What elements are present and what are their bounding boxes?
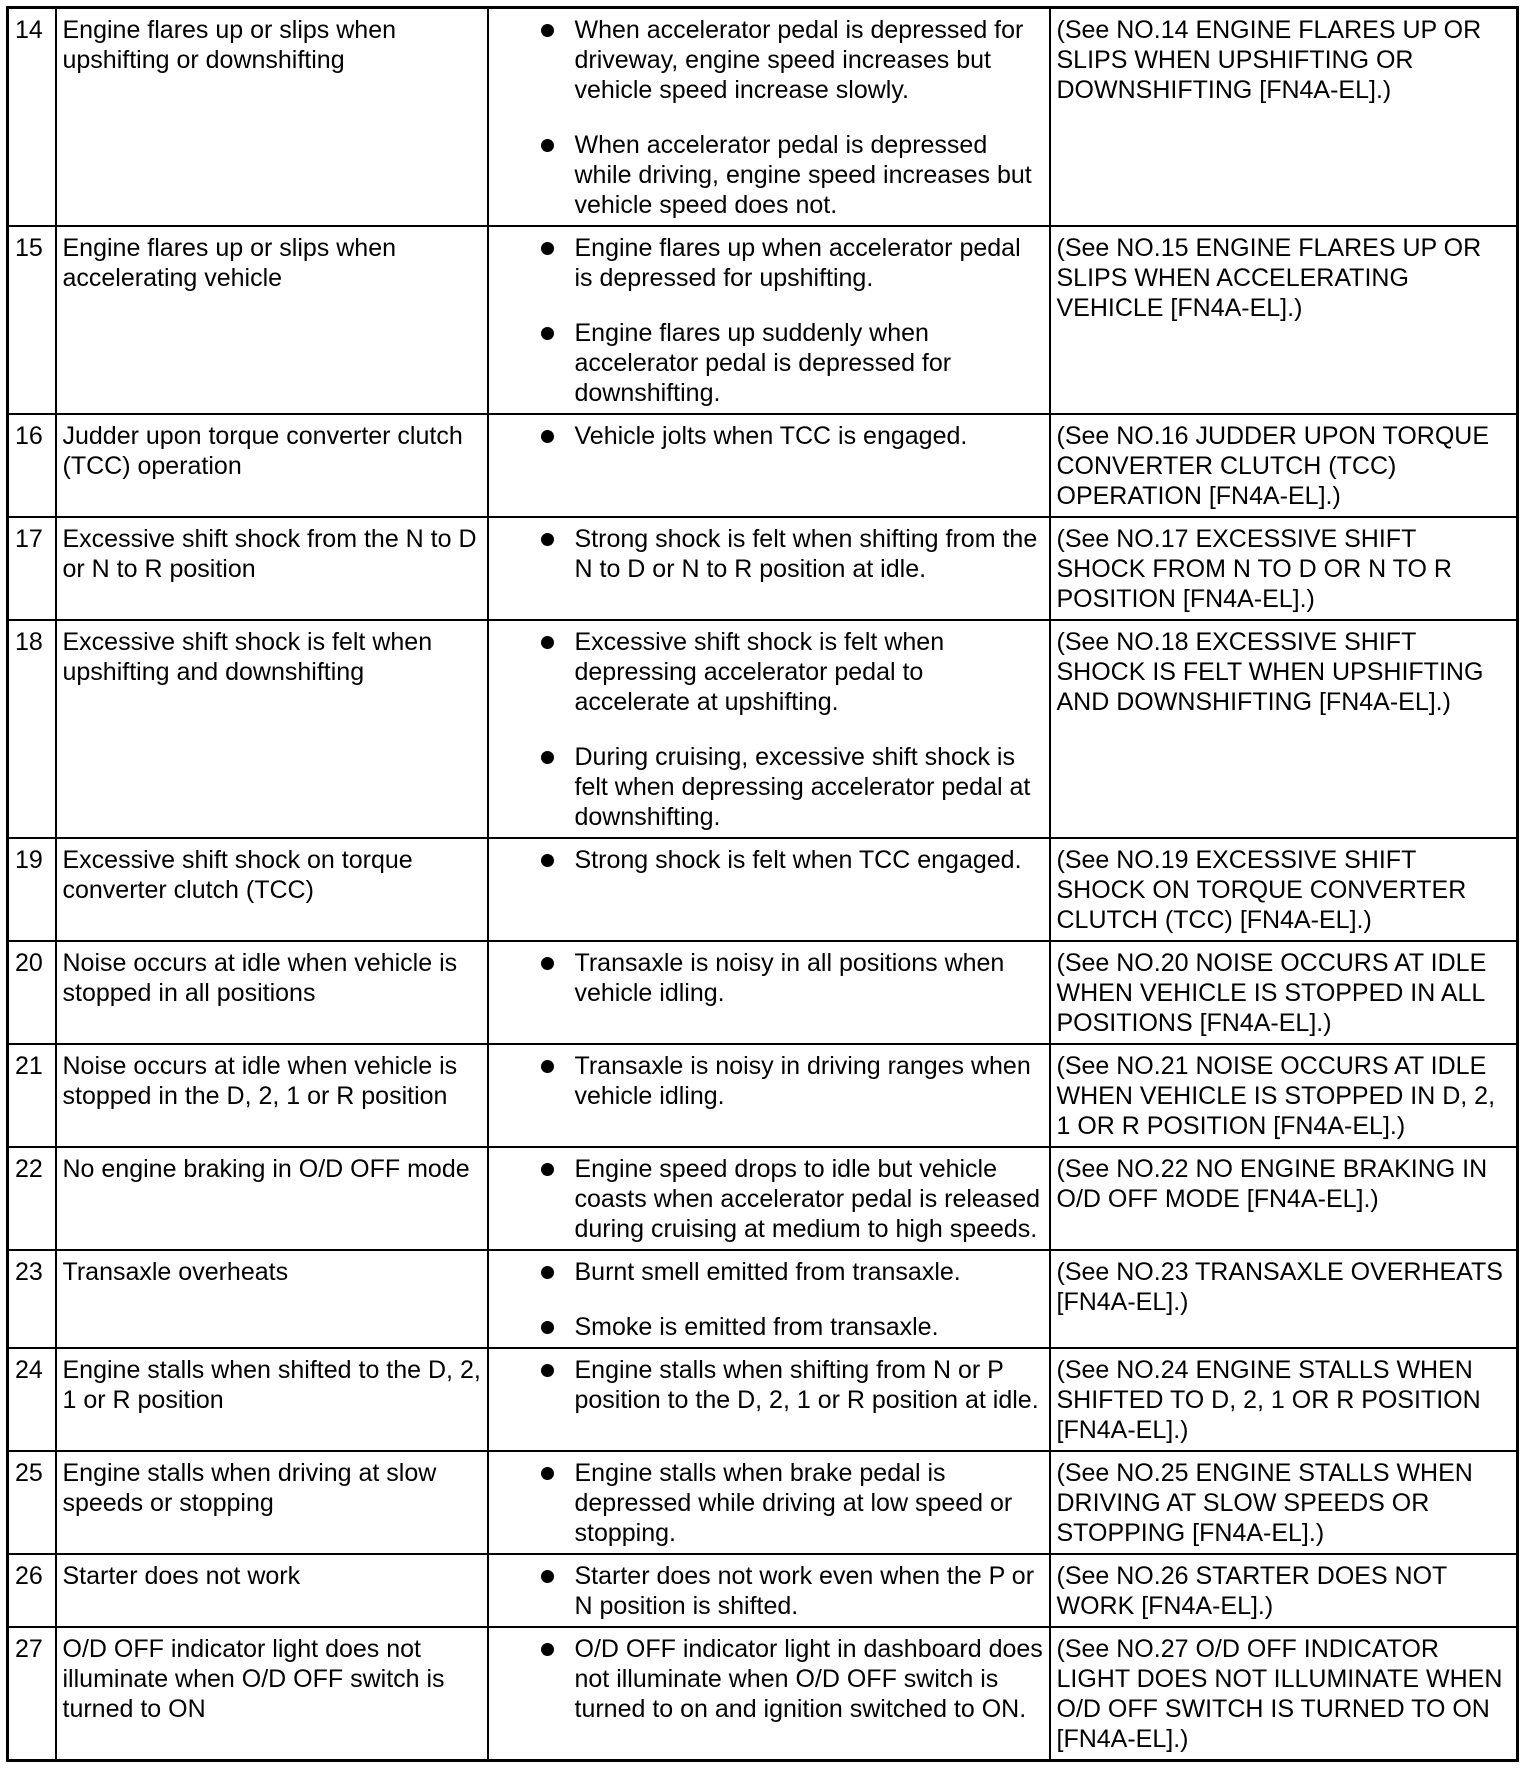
symptom-item — [495, 1257, 1044, 1287]
symptom-item — [495, 845, 1044, 875]
troubleshooting-item: Engine flares up or slips when accelerating vehicle — [56, 226, 488, 414]
symptom-cell — [488, 1250, 1050, 1348]
row-number: 19 — [8, 838, 56, 941]
symptom-text: Engine speed drops to idle but vehicle coasts when accelerator pedal is released during cruising at medium to high speeds. — [574, 1155, 1041, 1243]
bullet-icon — [541, 1266, 554, 1279]
reference-link-text: (See NO.23 TRANSAXLE OVERHEATS [FN4A-EL].) — [1050, 1250, 1518, 1348]
symptom-cell — [488, 838, 1050, 941]
symptom-list — [495, 1458, 1044, 1548]
table-row — [8, 1451, 1518, 1554]
bullet-icon — [541, 1570, 554, 1583]
symptom-text: Strong shock is felt when TCC engaged. — [574, 846, 1022, 874]
bullet-icon — [541, 957, 554, 970]
bullet-icon — [541, 1643, 554, 1656]
reference-link-text: (See NO.22 NO ENGINE BRAKING IN O/D OFF MODE [FN4A-EL].) — [1050, 1147, 1518, 1250]
symptom-list — [495, 233, 1044, 408]
symptom-cell — [488, 1348, 1050, 1451]
troubleshooting-item: Noise occurs at idle when vehicle is stopped in all positions — [56, 941, 488, 1044]
table-row — [8, 1348, 1518, 1451]
troubleshooting-item: Engine stalls when shifted to the D, 2, 1 or R position — [56, 1348, 488, 1451]
row-number: 21 — [8, 1044, 56, 1147]
symptom-list — [495, 1634, 1044, 1724]
table-row — [8, 1250, 1518, 1348]
bullet-icon — [541, 1060, 554, 1073]
troubleshooting-item: Noise occurs at idle when vehicle is stopped in the D, 2, 1 or R position — [56, 1044, 488, 1147]
symptom-item — [495, 1561, 1044, 1621]
symptom-item — [495, 1634, 1044, 1724]
row-number: 25 — [8, 1451, 56, 1554]
row-number: 27 — [8, 1627, 56, 1761]
symptom-list — [495, 1561, 1044, 1621]
row-number: 14 — [8, 8, 56, 227]
symptom-item — [495, 15, 1044, 105]
symptom-text: Engine stalls when brake pedal is depressed while driving at low speed or stopping. — [574, 1459, 1013, 1547]
troubleshooting-table — [6, 6, 1519, 1762]
symptom-cell — [488, 226, 1050, 414]
troubleshooting-item: No engine braking in O/D OFF mode — [56, 1147, 488, 1250]
row-number: 22 — [8, 1147, 56, 1250]
reference-link-text: (See NO.17 EXCESSIVE SHIFT SHOCK FROM N TO D OR N TO R POSITION [FN4A-EL].) — [1050, 517, 1518, 620]
symptom-item — [495, 130, 1044, 220]
symptom-list — [495, 948, 1044, 1008]
table-row — [8, 1147, 1518, 1250]
bullet-icon — [541, 242, 554, 255]
symptom-text: Starter does not work even when the P or N position is shifted. — [574, 1562, 1035, 1620]
symptom-list — [495, 845, 1044, 875]
table-row — [8, 226, 1518, 414]
symptom-cell — [488, 8, 1050, 227]
symptom-item — [495, 1458, 1044, 1548]
table-row — [8, 8, 1518, 227]
bullet-icon — [541, 751, 554, 764]
symptom-item — [495, 524, 1044, 584]
symptom-item — [495, 1355, 1044, 1415]
row-number: 16 — [8, 414, 56, 517]
symptom-cell — [488, 1044, 1050, 1147]
reference-link-text: (See NO.24 ENGINE STALLS WHEN SHIFTED TO D, 2, 1 OR R POSITION [FN4A-EL].) — [1050, 1348, 1518, 1451]
symptom-list — [495, 1355, 1044, 1415]
symptom-text: Transaxle is noisy in all positions when vehicle idling. — [574, 949, 1005, 1007]
row-number: 26 — [8, 1554, 56, 1627]
symptom-item — [495, 742, 1044, 832]
reference-link-text: (See NO.26 STARTER DOES NOT WORK [FN4A-EL].) — [1050, 1554, 1518, 1627]
troubleshooting-item: Transaxle overheats — [56, 1250, 488, 1348]
symptom-item — [495, 233, 1044, 293]
reference-link-text: (See NO.20 NOISE OCCURS AT IDLE WHEN VEHICLE IS STOPPED IN ALL POSITIONS [FN4A-EL].) — [1050, 941, 1518, 1044]
symptom-cell — [488, 620, 1050, 838]
reference-link-text: (See NO.19 EXCESSIVE SHIFT SHOCK ON TORQUE CONVERTER CLUTCH (TCC) [FN4A-EL].) — [1050, 838, 1518, 941]
reference-link-text: (See NO.16 JUDDER UPON TORQUE CONVERTER CLUTCH (TCC) OPERATION [FN4A-EL].) — [1050, 414, 1518, 517]
bullet-icon — [541, 854, 554, 867]
symptom-text: Engine flares up suddenly when accelerator pedal is depressed for downshifting. — [574, 319, 952, 407]
reference-link-text: (See NO.18 EXCESSIVE SHIFT SHOCK IS FELT WHEN UPSHIFTING AND DOWNSHIFTING [FN4A-EL].) — [1050, 620, 1518, 838]
row-number: 24 — [8, 1348, 56, 1451]
table-row — [8, 838, 1518, 941]
reference-link-text: (See NO.27 O/D OFF INDICATOR LIGHT DOES NOT ILLUMINATE WHEN O/D OFF SWITCH IS TURNED TO ON [FN4A-EL].) — [1050, 1627, 1518, 1761]
row-number: 15 — [8, 226, 56, 414]
symptom-text: When accelerator pedal is depressed while driving, engine speed increases but vehicle speed does not. — [574, 131, 1032, 219]
bullet-icon — [541, 139, 554, 152]
troubleshooting-item: Excessive shift shock on torque converter clutch (TCC) — [56, 838, 488, 941]
symptom-text: Smoke is emitted from transaxle. — [574, 1313, 939, 1341]
symptom-list — [495, 1154, 1044, 1244]
reference-link-text: (See NO.25 ENGINE STALLS WHEN DRIVING AT SLOW SPEEDS OR STOPPING [FN4A-EL].) — [1050, 1451, 1518, 1554]
bullet-icon — [541, 1163, 554, 1176]
symptom-text: Burnt smell emitted from transaxle. — [574, 1258, 961, 1286]
bullet-icon — [541, 1321, 554, 1334]
reference-link-text: (See NO.14 ENGINE FLARES UP OR SLIPS WHEN UPSHIFTING OR DOWNSHIFTING [FN4A-EL].) — [1050, 8, 1518, 227]
troubleshooting-item: Excessive shift shock is felt when upshifting and downshifting — [56, 620, 488, 838]
reference-link-text: (See NO.15 ENGINE FLARES UP OR SLIPS WHEN ACCELERATING VEHICLE [FN4A-EL].) — [1050, 226, 1518, 414]
row-number: 23 — [8, 1250, 56, 1348]
symptom-item — [495, 1051, 1044, 1111]
symptom-list — [495, 1257, 1044, 1342]
symptom-text: During cruising, excessive shift shock is felt when depressing accelerator pedal at downshifting. — [574, 743, 1031, 831]
symptom-item — [495, 627, 1044, 717]
symptom-cell — [488, 1451, 1050, 1554]
row-number: 18 — [8, 620, 56, 838]
row-number: 17 — [8, 517, 56, 620]
table-row — [8, 1044, 1518, 1147]
symptom-item — [495, 1312, 1044, 1342]
symptom-item — [495, 318, 1044, 408]
bullet-icon — [541, 430, 554, 443]
bullet-icon — [541, 1364, 554, 1377]
table-row — [8, 414, 1518, 517]
symptom-list — [495, 15, 1044, 220]
symptom-text: Vehicle jolts when TCC is engaged. — [574, 422, 968, 450]
symptom-cell — [488, 1147, 1050, 1250]
symptom-text: Excessive shift shock is felt when depressing accelerator pedal to accelerate at upshifting. — [574, 628, 945, 716]
troubleshooting-item: Starter does not work — [56, 1554, 488, 1627]
bullet-icon — [541, 636, 554, 649]
symptom-cell — [488, 414, 1050, 517]
symptom-text: Transaxle is noisy in driving ranges when vehicle idling. — [574, 1052, 1031, 1110]
symptom-cell — [488, 1627, 1050, 1761]
bullet-icon — [541, 327, 554, 340]
symptom-list — [495, 627, 1044, 832]
bullet-icon — [541, 533, 554, 546]
table-row — [8, 1554, 1518, 1627]
symptom-text: Engine flares up when accelerator pedal is depressed for upshifting. — [574, 234, 1021, 292]
troubleshooting-item: Excessive shift shock from the N to D or N to R position — [56, 517, 488, 620]
symptom-text: Strong shock is felt when shifting from the N to D or N to R position at idle. — [574, 525, 1038, 583]
bullet-icon — [541, 24, 554, 37]
row-number: 20 — [8, 941, 56, 1044]
symptom-cell — [488, 517, 1050, 620]
symptom-text: Engine stalls when shifting from N or P position to the D, 2, 1 or R position at idle. — [574, 1356, 1039, 1414]
table-row — [8, 620, 1518, 838]
table-row — [8, 941, 1518, 1044]
reference-link-text: (See NO.21 NOISE OCCURS AT IDLE WHEN VEHICLE IS STOPPED IN D, 2, 1 OR R POSITION [FN4A-EL].) — [1050, 1044, 1518, 1147]
symptom-text: When accelerator pedal is depressed for driveway, engine speed increases but vehicle speed increase slowly. — [574, 16, 1024, 104]
table-row — [8, 517, 1518, 620]
symptom-item — [495, 1154, 1044, 1244]
troubleshooting-item: Judder upon torque converter clutch (TCC) operation — [56, 414, 488, 517]
troubleshooting-item: Engine stalls when driving at slow speeds or stopping — [56, 1451, 488, 1554]
table-body — [8, 8, 1518, 1761]
symptom-list — [495, 421, 1044, 451]
troubleshooting-item: Engine flares up or slips when upshifting or downshifting — [56, 8, 488, 227]
symptom-text: O/D OFF indicator light in dashboard does not illuminate when O/D OFF switch is turned to on and ignition switched to ON. — [574, 1635, 1043, 1723]
symptom-list — [495, 1051, 1044, 1111]
table-row — [8, 1627, 1518, 1761]
bullet-icon — [541, 1467, 554, 1480]
symptom-cell — [488, 941, 1050, 1044]
symptom-item — [495, 948, 1044, 1008]
symptom-cell — [488, 1554, 1050, 1627]
symptom-item — [495, 421, 1044, 451]
troubleshooting-item: O/D OFF indicator light does not illuminate when O/D OFF switch is turned to ON — [56, 1627, 488, 1761]
symptom-list — [495, 524, 1044, 584]
